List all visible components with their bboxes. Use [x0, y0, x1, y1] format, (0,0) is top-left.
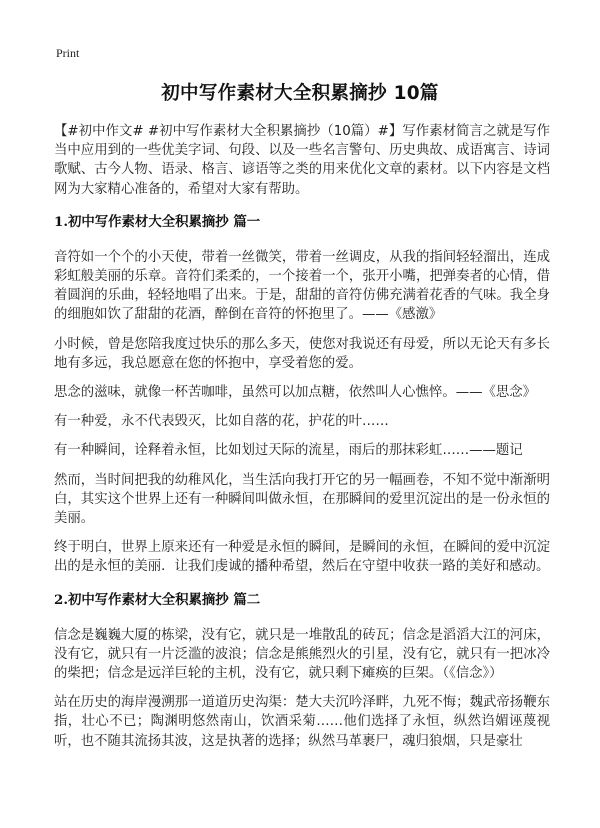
intro-paragraph: 【#初中作文# #初中写作素材大全积累摘抄（10篇）#】写作素材简言之就是写作当中应用到的一些优美字词、句段、以及一些名言警句、历史典故、成语寓言、诗词歌赋、古今人物、语录、格言、谚语等之类的用来优化文章的素材。以下内容是文档网为大家精心准备的，希望对大家有帮助。 — [54, 124, 550, 197]
paragraph: 站在历史的海岸漫溯那一道道历史沟渠：楚大夫沉吟泽畔，九死不悔；魏武帝扬鞭东指，壮心不已；陶渊明悠然南山，饮酒采菊……他们选择了永恒，纵然诌媚诬蔑视听，也不随其流扬其波，这是执著的选择；纵然马革裹尸，魂归狼烟，只是豪壮 — [54, 695, 550, 749]
paragraph: 音符如一个个的小天使，带着一丝微笑，带着一丝调皮，从我的指间轻轻溜出，连成彩虹般美丽的乐章。音符们柔柔的，一个接着一个，张开小嘴，把弹奏者的心情，借着圆润的乐曲，轻轻地唱了出来。于是，甜甜的音符仿佛充满着花香的气味。我全身的细胞如饮了甜甜的花酒，醉倒在音符的怀抱里了。——《感激》 — [54, 249, 550, 323]
paragraph: 有一种爱，永不代表毁灭，比如自落的花，护花的叶…… — [54, 414, 389, 430]
paragraph: 然而，当时间把我的幼稚风化，当生活向我打开它的另一幅画卷，不知不觉中渐渐明白，其实这个世界上还有一种瞬间叫做永恒，在那瞬间的爱里沉淀出的是一份永恒的美丽。 — [54, 472, 550, 527]
paragraph: 信念是巍巍大厦的栋梁，没有它，就只是一堆散乱的砖瓦；信念是滔滔大江的河床，没有它，就只有一片泛滥的波浪；信念是熊熊烈火的引星，没有它，就只有一把冰冷的柴把；信念是远洋巨轮的主机，没有它，就只剩下瘫痪的巨架。（《信念》） — [54, 627, 550, 682]
section-heading-2: 2.初中写作素材大全积累摘抄 篇二 — [54, 591, 261, 608]
page-title: 初中写作素材大全积累摘抄 10篇 — [161, 83, 439, 104]
print-link[interactable]: Print — [56, 46, 80, 60]
article-body — [54, 122, 550, 761]
paragraph: 小时候，曾是您陪我度过快乐的那么多天，使您对我说还有母爱，所以无论天有多长地有多远，我总愿意在您的怀抱中，享受着您的爱。 — [54, 336, 550, 371]
section-heading-1: 1.初中写作素材大全积累摘抄 篇一 — [54, 213, 261, 230]
paragraph: 思念的滋味，就像一杯苦咖啡，虽然可以加点糖，依然叫人心憔悴。——《思念》 — [54, 385, 537, 401]
paragraph: 有一种瞬间，诠释着永恒，比如划过天际的流星，雨后的那抹彩虹……——题记 — [54, 443, 523, 459]
paragraph: 终于明白，世界上原来还有一种爱是永恒的瞬间，是瞬间的永恒，在瞬间的爱中沉淀出的是永恒的美丽．让我们虔诚的播种希望，然后在守望中收获一路的美好和感动。 — [54, 540, 550, 575]
